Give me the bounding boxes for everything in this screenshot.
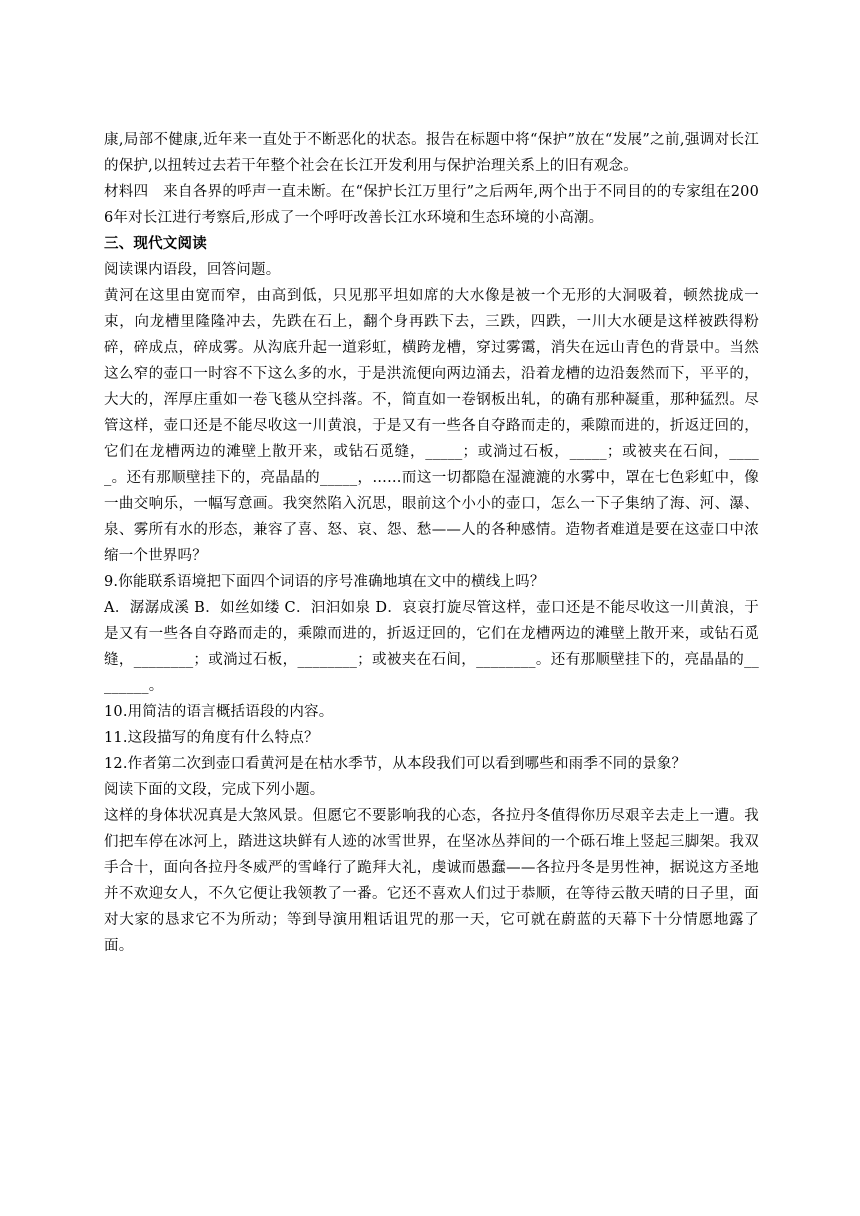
question-11: 11.这段描写的角度有什么特点？ [104,730,319,746]
paragraph-material-four: 材料四 来自各界的呼声一直未断。在“保护长江万里行”之后两年,两个出于不同目的的专家组在2006年对长江进行考察后,形成了一个呼吁改善长江水环境和生态环境的小高潮。 [104,184,759,226]
paragraph-continuation: 康,局部不健康,近年来一直处于不断恶化的状态。报告在标题中将“保护”放在“发展”之前,强调对长江的保护,以扭转过去若干年整个社会在长江开发利用与保护治理关系上的旧有观念。 [104,132,759,174]
instruction-text: 阅读课内语段，回答问题。 [104,262,281,278]
question-12: 12.作者第二次到壶口看黄河是在枯水季节，从本段我们可以看到哪些和雨季不同的景象？ [104,756,687,772]
document-body [104,127,759,959]
question-10: 10.用简洁的语言概括语段的内容。 [104,704,334,720]
reading-passage-2: 这样的身体状况真是大煞风景。但愿它不要影响我的心态，各拉丹冬值得你历尽艰辛去走上一遭。我们把车停在冰河上，踏进这块鲜有人迹的冰雪世界，在坚冰丛莽间的一个砾石堆上竖起三脚架。我双手合十，面向各拉丹冬威严的雪峰行了跪拜大礼，虔诚而愚蠢——各拉丹冬是男性神，据说这方圣地并不欢迎女人，不久它便让我领教了一番。它还不喜欢人们过于恭顺，在等待云散天晴的日子里，面对大家的恳求它不为所动；等到导演用粗话诅咒的那一天，它可就在蔚蓝的天幕下十分情愿地露了面。 [104,808,759,954]
reading-passage: 黄河在这里由宽而窄，由高到低，只见那平坦如席的大水像是被一个无形的大洞吸着，顿然拢成一束，向龙槽里隆隆冲去，先跌在石上，翻个身再跌下去，三跌，四跌，一川大水硬是这样被跌得粉碎，碎成点，碎成雾。从沟底升起一道彩虹，横跨龙槽，穿过雾霭，消失在远山青色的背景中。当然这么窄的壶口一时容不下这么多的水，于是洪流便向两边涌去，沿着龙槽的边沿轰然而下，平平的，大大的，浑厚庄重如一卷飞毯从空抖落。不，简直如一卷钢板出轧，的确有那种凝重，那种猛烈。尽管这样，壶口还是不能尽收这一川黄浪，于是又有一些各自夺路而走的，乘隙而进的，折返迂回的，它们在龙槽两边的滩壁上散开来，或钻石觅缝，_____；或淌过石板，_____；或被夹在石间，_____。还有那顺壁挂下的，亮晶晶的_____，……而这一切都隐在湿漉漉的水雾中，罩在七色彩虹中，像一曲交响乐，一幅写意画。我突然陷入沉思，眼前这个小小的壶口，怎么一下子集纳了海、河、瀑、泉、雾所有水的形态，兼容了喜、怒、哀、怨、愁——人的各种感情。造物者难道是要在这壶口中浓缩一个世界吗？ [104,288,759,564]
question-9: 9.你能联系语境把下面四个词语的序号准确地填在文中的横线上吗？ [104,574,545,590]
instruction-text: 阅读下面的文段，完成下列小题。 [104,782,325,798]
section-heading: 三、现代文阅读 [104,236,207,252]
question-9-options: A．潺潺成溪 B．如丝如缕 C．汩汩如泉 D．哀哀打旋尽管这样，壶口还是不能尽收这一川黄浪，于是又有一些各自夺路而走的，乘隙而进的，折返迂回的，它们在龙槽两边的滩壁上散开来，或钻石觅缝，________；或淌过石板，________；或被夹在石间，________。还有那顺壁挂下的，亮晶晶的________。 [104,600,759,694]
